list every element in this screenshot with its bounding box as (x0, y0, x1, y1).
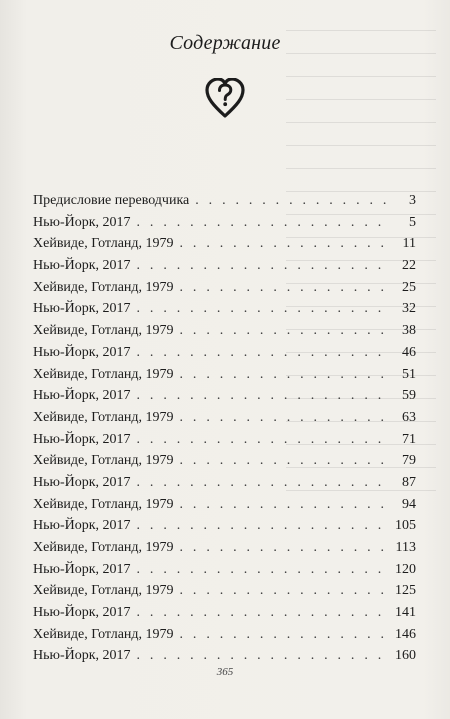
dot-leader (180, 277, 386, 299)
toc-entry-page: 105 (395, 518, 416, 534)
dot-leader (180, 364, 386, 386)
toc-entry-page: 11 (402, 236, 416, 252)
toc-entry-title: Хейвиде, Готланд, 1979 (33, 626, 174, 642)
toc-entry[interactable] (33, 515, 416, 537)
toc-entry[interactable] (33, 298, 416, 320)
toc-entry-title: Нью-Йорк, 2017 (33, 214, 131, 230)
heart-question-ornament-icon (205, 78, 245, 120)
toc-entry-page: 59 (402, 388, 416, 404)
toc-entry[interactable] (33, 645, 416, 667)
toc-entry[interactable] (33, 537, 416, 559)
toc-entry[interactable] (33, 255, 416, 277)
toc-entry-page: 120 (395, 561, 416, 577)
dot-leader (180, 407, 386, 429)
dot-leader (137, 645, 386, 667)
dot-leader (180, 233, 386, 255)
toc-entry[interactable] (33, 450, 416, 472)
toc-entry-title: Хейвиде, Готланд, 1979 (33, 366, 174, 382)
toc-entry-page: 79 (402, 453, 416, 469)
toc-entry-page: 71 (402, 431, 416, 447)
toc-entry-page: 146 (395, 626, 416, 642)
toc-entry[interactable] (33, 602, 416, 624)
toc-entry-title: Нью-Йорк, 2017 (33, 474, 131, 490)
toc-entry[interactable] (33, 190, 416, 212)
dot-leader (180, 494, 386, 516)
toc-entry[interactable] (33, 233, 416, 255)
dot-leader (180, 624, 386, 646)
dot-leader (137, 559, 386, 581)
toc-entry-page: 32 (402, 301, 416, 317)
toc-entry[interactable] (33, 407, 416, 429)
toc-entry[interactable] (33, 277, 416, 299)
toc-entry[interactable] (33, 559, 416, 581)
dot-leader (180, 537, 386, 559)
toc-entry-page: 141 (395, 605, 416, 621)
toc-entry-title: Нью-Йорк, 2017 (33, 518, 131, 534)
toc-entry-title: Хейвиде, Готланд, 1979 (33, 409, 174, 425)
toc-entry-page: 5 (409, 214, 416, 230)
table-of-contents (33, 190, 416, 667)
toc-entry-page: 51 (402, 366, 416, 382)
toc-entry-page: 22 (402, 258, 416, 274)
dot-leader (137, 385, 386, 407)
toc-entry[interactable] (33, 472, 416, 494)
toc-entry-page: 3 (409, 193, 416, 208)
dot-leader (180, 450, 386, 472)
toc-entry-title: Нью-Йорк, 2017 (33, 344, 131, 360)
toc-entry-page: 46 (402, 344, 416, 360)
toc-entry-title: Нью-Йорк, 2017 (33, 431, 131, 447)
toc-entry-title: Хейвиде, Готланд, 1979 (33, 496, 174, 512)
toc-entry-page: 160 (395, 648, 416, 664)
toc-entry-page: 38 (402, 323, 416, 339)
toc-entry[interactable] (33, 580, 416, 602)
toc-entry-title: Хейвиде, Готланд, 1979 (33, 279, 174, 295)
toc-entry-page: 125 (395, 583, 416, 599)
toc-entry-title: Нью-Йорк, 2017 (33, 561, 131, 577)
toc-entry-title: Хейвиде, Готланд, 1979 (33, 236, 174, 252)
toc-entry-title: Хейвиде, Готланд, 1979 (33, 583, 174, 599)
dot-leader (137, 342, 386, 364)
toc-entry[interactable] (33, 429, 416, 451)
page-title: Содержание (169, 32, 281, 54)
toc-entry-title: Нью-Йорк, 2017 (33, 388, 131, 404)
toc-entry-page: 25 (402, 279, 416, 295)
toc-entry-title: Нью-Йорк, 2017 (33, 648, 131, 664)
toc-entry-title: Хейвиде, Готланд, 1979 (33, 453, 174, 469)
toc-entry-page: 63 (402, 409, 416, 425)
toc-entry[interactable] (33, 342, 416, 364)
toc-entry[interactable] (33, 320, 416, 342)
toc-entry-title: Предисловие переводчика (33, 193, 190, 208)
toc-entry-title: Хейвиде, Готланд, 1979 (33, 540, 174, 555)
dot-leader (137, 298, 386, 320)
toc-entry-title: Хейвиде, Готланд, 1979 (33, 323, 174, 339)
dot-leader (180, 580, 386, 602)
dot-leader (137, 429, 386, 451)
dot-leader (195, 190, 386, 212)
dot-leader (137, 515, 386, 537)
toc-entry-page: 87 (402, 474, 416, 490)
toc-entry-title: Нью-Йорк, 2017 (33, 301, 131, 317)
toc-entry-title: Нью-Йорк, 2017 (33, 605, 131, 621)
toc-entry[interactable] (33, 385, 416, 407)
toc-entry[interactable] (33, 212, 416, 234)
toc-entry-page: 113 (395, 540, 416, 555)
toc-entry[interactable] (33, 624, 416, 646)
dot-leader (137, 472, 386, 494)
toc-entry[interactable] (33, 494, 416, 516)
dot-leader (137, 255, 386, 277)
dot-leader (180, 320, 386, 342)
toc-entry-page: 94 (402, 496, 416, 512)
toc-entry-title: Нью-Йорк, 2017 (33, 258, 131, 274)
page-number: 365 (216, 666, 234, 678)
dot-leader (137, 212, 386, 234)
dot-leader (137, 602, 386, 624)
toc-entry[interactable] (33, 364, 416, 386)
